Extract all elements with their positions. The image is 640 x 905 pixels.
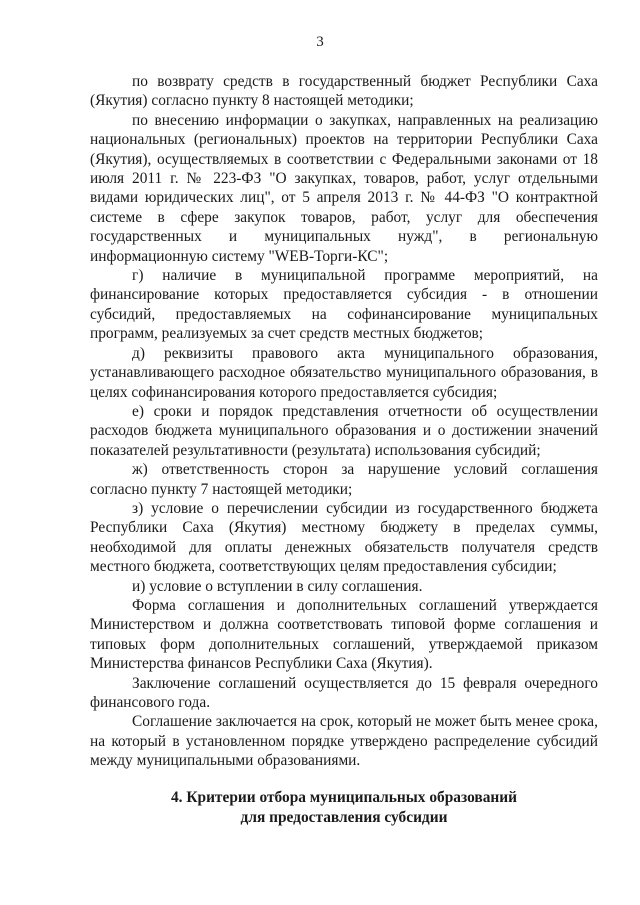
paragraph-return-funds: по возврату средств в государственный бюджет Республики Саха (Якутия) согласно пункту 8 настоящей методики; bbox=[90, 73, 598, 110]
page-number: 3 bbox=[316, 34, 324, 50]
section-heading-line1: 4. Критерии отбора муниципальных образований bbox=[170, 789, 518, 806]
paragraph-item-e: е) сроки и порядок представления отчетности об осуществлении расходов бюджета муниципального образования и о достижении значений показателей результативности (результата) использования субсидий; bbox=[90, 402, 598, 459]
paragraph-agreement-form: Форма соглашения и дополнительных соглашений утверждается Министерством и должна соответствовать типовой форме соглашения и типовых форм дополнительных соглашений, утверждаемой приказом Министерства финансов Республики Саха (Якутия). bbox=[90, 596, 598, 673]
paragraph-item-zh: ж) ответственность сторон за нарушение условий соглашения согласно пункту 7 настоящей методики; bbox=[90, 461, 598, 498]
paragraph-agreement-deadline: Заключение соглашений осуществляется до 15 февраля очередного финансового года. bbox=[90, 674, 598, 711]
section-heading-line2: для предоставления субсидии bbox=[240, 809, 448, 826]
paragraph-procurement-info: по внесению информации о закупках, направленных на реализацию национальных (региональных) проектов на территории Республики Саха (Якутия), осуществляемых в соответствии с Федеральными законами от 18 июля 2011 г. № 223-ФЗ "О закупках, товаров, работ, услуг отдельными видами юридических лиц", от 5 апреля 2013 г. № 44-ФЗ "О контрактной системе в сфере закупок товаров, работ, услуг для обеспечения государственных и муниципальных нужд", в региональную информационную систему "WEB-Торги-КС"; bbox=[90, 111, 598, 265]
section-heading bbox=[90, 788, 598, 828]
paragraph-item-g: г) наличие в муниципальной программе мероприятий, на финансирование которых предоставляется субсидия - в отношении субсидий, предоставляемых на софинансирование муниципальных программ, реализуемых за счет средств местных бюджетов; bbox=[90, 267, 598, 343]
document-body bbox=[90, 72, 598, 771]
paragraph-item-d: д) реквизиты правового акта муниципального образования, устанавливающего расходное обязательство муниципального образования, в целях софинансирования которого предоставляется субсидия; bbox=[90, 344, 598, 401]
paragraph-item-z: з) условие о перечислении субсидии из государственного бюджета Республики Саха (Якутия) местному бюджету в пределах суммы, необходимой для оплаты денежных обязательств получателя средств местного бюджета, соответствующих целям предоставления субсидии; bbox=[90, 499, 598, 576]
paragraph-item-i: и) условие о вступлении в силу соглашения. bbox=[132, 577, 423, 595]
paragraph-agreement-term: Соглашение заключается на срок, который не может быть менее срока, на который в установленном порядке утверждено распределение субсидий между муниципальными образованиями. bbox=[90, 713, 598, 770]
